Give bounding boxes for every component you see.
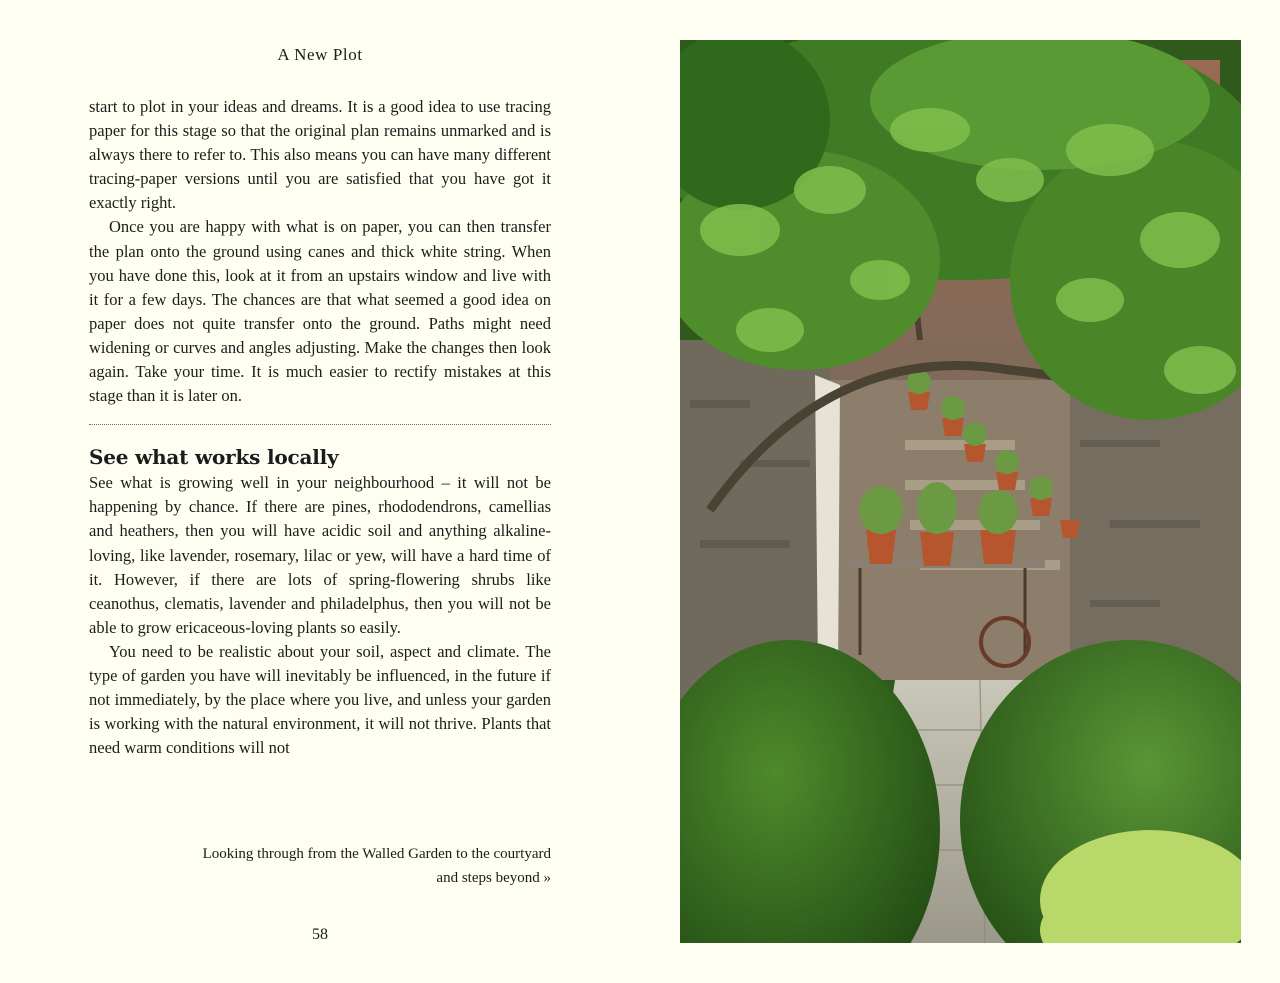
section-heading: See what works locally [89, 445, 339, 470]
page-number: 58 [312, 926, 328, 943]
body-text [89, 95, 551, 760]
section-divider [89, 424, 551, 425]
paragraph: You need to be realistic about your soil, aspect and climate. The type of garden you have will inevitably be influenced, in the future if not immediately, by the place where you live, and unless your garden is working with the natural environment, it will not thrive. Plants that need warm conditions will not [89, 641, 551, 758]
garden-photo [680, 40, 1241, 943]
paragraph: Once you are happy with what is on paper, you can then transfer the plan onto the ground using canes and thick white string. When you have done this, look at it from an upstairs window and live with it for a few days. The chances are that what seemed a good idea on paper does not quite transfer onto the ground. Paths might need widening or curves and angles adjusting. Make the changes then look again. Take your time. It is much easier to rectify mistakes at this stage than it is later on. [89, 217, 551, 406]
garden-photo-illustration [680, 40, 1241, 943]
running-head: A New Plot [277, 45, 363, 64]
paragraph: See what is growing well in your neighbourhood – it will not be happening by chance. If there are pines, rhododendrons, camellias and heathers, then you will have acidic soil and anything alkaline-loving, like lavender, rosemary, lilac or yew, will have a hard time of it. However, if there are lots of spring-flowering shrubs like ceanothus, clematis, lavender and philadelphus, then you will not be able to grow ericaceous-loving plants so easily. [89, 473, 551, 637]
paragraph: start to plot in your ideas and dreams. It is a good idea to use tracing paper for this stage so that the original plan remains unmarked and is always there to refer to. This also means you can have many different tracing-paper versions until you are satisfied that you have got it exactly right. [89, 97, 551, 213]
photo-caption [89, 842, 551, 890]
caption-line: and steps beyond » [436, 870, 551, 886]
caption-line: Looking through from the Walled Garden to the courtyard [202, 846, 551, 862]
